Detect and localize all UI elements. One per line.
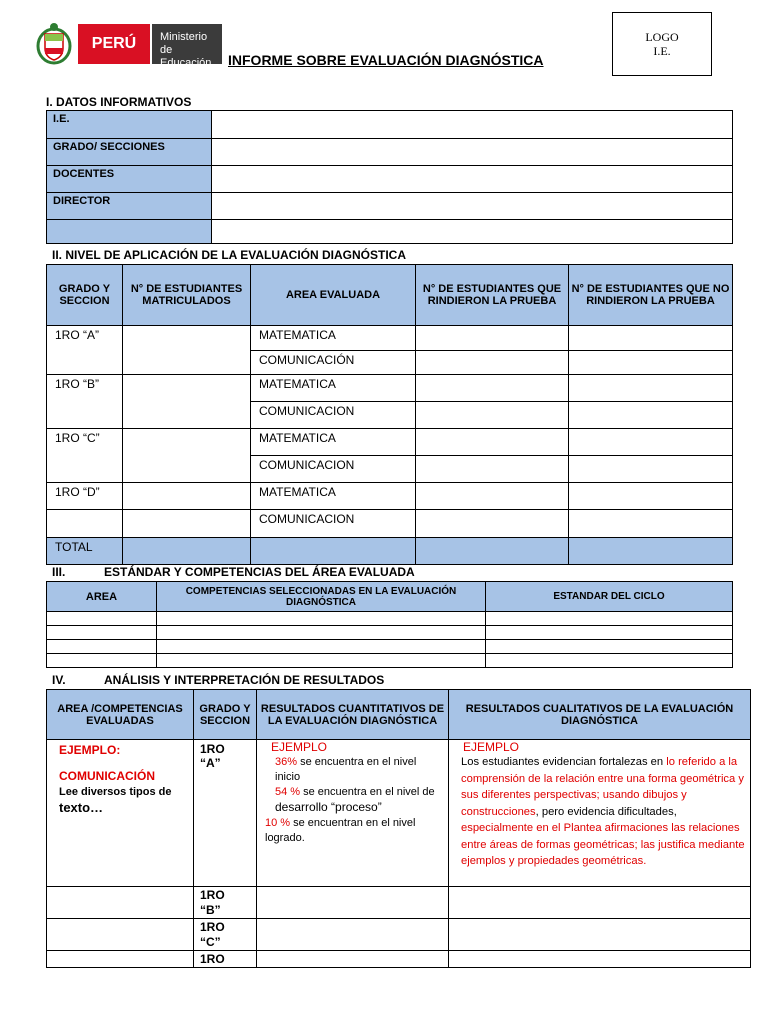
example-area-desc: Lee diversos tipos de (59, 786, 172, 798)
no-rindieron-cell[interactable] (569, 483, 733, 510)
q3-text: se encuentran en el nivel logrado. (265, 817, 416, 844)
total-no-rindieron[interactable] (569, 538, 733, 565)
example-area-cell (47, 740, 194, 887)
competencias-cell[interactable] (157, 612, 486, 626)
estandar-table (46, 581, 733, 668)
section4-title: ANÁLISIS Y INTERPRETACIÓN DE RESULTADOS (104, 673, 385, 687)
header-area: AREA EVALUADA (251, 265, 416, 326)
quant-cell[interactable] (257, 919, 449, 951)
competencias-cell[interactable] (157, 626, 486, 640)
header-matriculados: N° DE ESTUDIANTES MATRICULADOS (123, 265, 251, 326)
header-rindieron: N° DE ESTUDIANTES QUE RINDIERON LA PRUEBA (416, 265, 569, 326)
estandar-cell[interactable] (486, 612, 733, 626)
rindieron-cell[interactable] (416, 326, 569, 351)
matriculados-cell[interactable] (123, 510, 251, 538)
competencias-cell[interactable] (157, 654, 486, 668)
section3-number: III. (52, 565, 66, 579)
qual-1: Los estudiantes evidencian fortalezas en (461, 756, 667, 768)
example-label: EJEMPLO: (59, 743, 121, 757)
quant-cell[interactable] (257, 951, 449, 968)
qual-4: especialmente en el Plantea afirmaciones las relaciones entre áreas de formas geométricas; las justifica mediante ejemplos y propiedades geométricas. (461, 822, 745, 867)
header-cualitativos: RESULTADOS CUALITATIVOS DE LA EVALUACIÓN DIAGNÓSTICA (449, 690, 751, 740)
q2-text: se encuentra en el nivel de (300, 786, 435, 798)
area-cell: MATEMATICA (251, 483, 416, 510)
row-label-grado: GRADO/ SECCIONES (47, 139, 212, 166)
grado-line1: 1RO (200, 952, 225, 966)
example-area-desc2: texto… (59, 800, 104, 815)
example-quant-cell (257, 740, 449, 887)
value-ie[interactable] (212, 111, 733, 139)
q2-pct: 54 % (275, 786, 301, 798)
area-cell[interactable] (47, 919, 194, 951)
header-area-competencias: AREA /COMPETENCIAS EVALUADAS (47, 690, 194, 740)
quant-label: EJEMPLO (271, 740, 328, 754)
area-cell: MATEMATICA (251, 429, 416, 456)
matriculados-cell[interactable] (123, 375, 251, 429)
nivel-aplicacion-table (46, 264, 733, 565)
header-cuantitativos: RESULTADOS CUANTITATIVOS DE LA EVALUACIÓN DIAGNÓSTICA (257, 690, 449, 740)
no-rindieron-cell[interactable] (569, 351, 733, 375)
grado-line1: 1RO (200, 920, 225, 934)
grado-line2: “C” (200, 935, 221, 949)
header-grado: GRADO Y SECCION (47, 265, 123, 326)
q1-pct: 36% (275, 756, 298, 768)
analisis-table (46, 689, 751, 968)
area-cell: MATEMATICA (251, 375, 416, 402)
section2-title: II. NIVEL DE APLICACIÓN DE LA EVALUACIÓN DIAGNÓSTICA (52, 248, 407, 262)
peru-coat-of-arms-icon (34, 20, 74, 66)
grado-cell: 1RO “B” (47, 375, 123, 429)
estandar-cell[interactable] (486, 626, 733, 640)
logo-line1: LOGO (645, 30, 679, 44)
example-grado-cell (194, 740, 257, 887)
no-rindieron-cell[interactable] (569, 326, 733, 351)
area-cell: COMUNICACION (251, 402, 416, 429)
value-docentes[interactable] (212, 166, 733, 193)
header-grado: GRADO Y SECCION (194, 690, 257, 740)
grado-line1: 1RO (200, 742, 225, 756)
no-rindieron-cell[interactable] (569, 375, 733, 402)
rindieron-cell[interactable] (416, 456, 569, 483)
peru-label: PERÚ (78, 24, 150, 64)
grado-cell (194, 919, 257, 951)
grado-cell (194, 887, 257, 919)
document-title: INFORME SOBRE EVALUACIÓN DIAGNÓSTICA (228, 52, 544, 68)
rindieron-cell[interactable] (416, 429, 569, 456)
grado-cell-empty[interactable] (47, 510, 123, 538)
quant-cell[interactable] (257, 887, 449, 919)
logo-line2: I.E. (653, 44, 671, 58)
rindieron-cell[interactable] (416, 351, 569, 375)
rindieron-cell[interactable] (416, 402, 569, 429)
total-area (251, 538, 416, 565)
ministry-line2: de Educación (160, 44, 212, 69)
q2-text2: desarrollo “proceso” (275, 800, 382, 814)
qual-cell[interactable] (449, 887, 751, 919)
no-rindieron-cell[interactable] (569, 402, 733, 429)
area-cell: MATEMATICA (251, 326, 416, 351)
qual-cell[interactable] (449, 951, 751, 968)
qual-3: , pero evidencia dificultades, (535, 805, 677, 818)
header-estandar: ESTANDAR DEL CICLO (486, 582, 733, 612)
total-rindieron[interactable] (416, 538, 569, 565)
rindieron-cell[interactable] (416, 375, 569, 402)
q1-text: se encuentra en el nivel inicio (275, 756, 417, 783)
section4-number: IV. (52, 673, 66, 687)
grado-cell: 1RO “C” (47, 429, 123, 483)
area-cell[interactable] (47, 951, 194, 968)
ministry-logo (34, 20, 222, 68)
qual-2: lo referido a la comprensión de la relación entre una forma geométrica y sus diferentes perspectivas; usando dibujos y construcciones (461, 756, 744, 818)
matriculados-cell[interactable] (123, 483, 251, 510)
competencias-cell[interactable] (157, 640, 486, 654)
section1-title: I. DATOS INFORMATIVOS (46, 95, 192, 109)
row-label-docentes: DOCENTES (47, 166, 212, 193)
example-qual-cell (449, 740, 751, 887)
section3-title: ESTÁNDAR Y COMPETENCIAS DEL ÁREA EVALUADA (104, 565, 415, 579)
school-logo-box (612, 12, 712, 76)
total-label: TOTAL (47, 538, 123, 565)
ministry-line1: Ministerio (160, 31, 208, 43)
area-cell[interactable] (47, 654, 157, 668)
estandar-cell[interactable] (486, 654, 733, 668)
value-empty[interactable] (212, 220, 733, 244)
no-rindieron-cell[interactable] (569, 510, 733, 538)
header-no-rindieron: N° DE ESTUDIANTES QUE NO RINDIERON LA PRUEBA (569, 265, 733, 326)
no-rindieron-cell[interactable] (569, 429, 733, 456)
grado-line1: 1RO (200, 888, 225, 902)
example-area-name: COMUNICACIÓN (59, 769, 155, 783)
total-matriculados[interactable] (123, 538, 251, 565)
area-cell[interactable] (47, 640, 157, 654)
grado-cell: 1RO “D” (47, 483, 123, 510)
grado-cell: 1RO “A” (47, 326, 123, 375)
area-cell[interactable] (47, 612, 157, 626)
matriculados-cell[interactable] (123, 429, 251, 483)
matriculados-cell[interactable] (123, 326, 251, 375)
area-cell: COMUNICACION (251, 456, 416, 483)
value-grado[interactable] (212, 139, 733, 166)
rindieron-cell[interactable] (416, 483, 569, 510)
row-label-empty (47, 220, 212, 244)
grado-cell (194, 951, 257, 968)
area-cell[interactable] (47, 887, 194, 919)
no-rindieron-cell[interactable] (569, 456, 733, 483)
estandar-cell[interactable] (486, 640, 733, 654)
area-cell: COMUNICACION (251, 510, 416, 538)
area-cell: COMUNICACIÓN (251, 351, 416, 375)
value-director[interactable] (212, 193, 733, 220)
grado-line2: “A” (200, 756, 221, 770)
grado-line2: “B” (200, 903, 221, 917)
row-label-ie: I.E. (47, 111, 212, 139)
header-competencias: COMPETENCIAS SELECCIONADAS EN LA EVALUACIÓN DIAGNÓSTICA (157, 582, 486, 612)
datos-informativos-table (46, 110, 733, 244)
qual-label: EJEMPLO (463, 740, 520, 754)
area-cell[interactable] (47, 626, 157, 640)
qual-cell[interactable] (449, 919, 751, 951)
q3-pct: 10 % (265, 817, 291, 829)
rindieron-cell[interactable] (416, 510, 569, 538)
row-label-director: DIRECTOR (47, 193, 212, 220)
ministry-name (152, 24, 222, 69)
header-area: AREA (47, 582, 157, 612)
